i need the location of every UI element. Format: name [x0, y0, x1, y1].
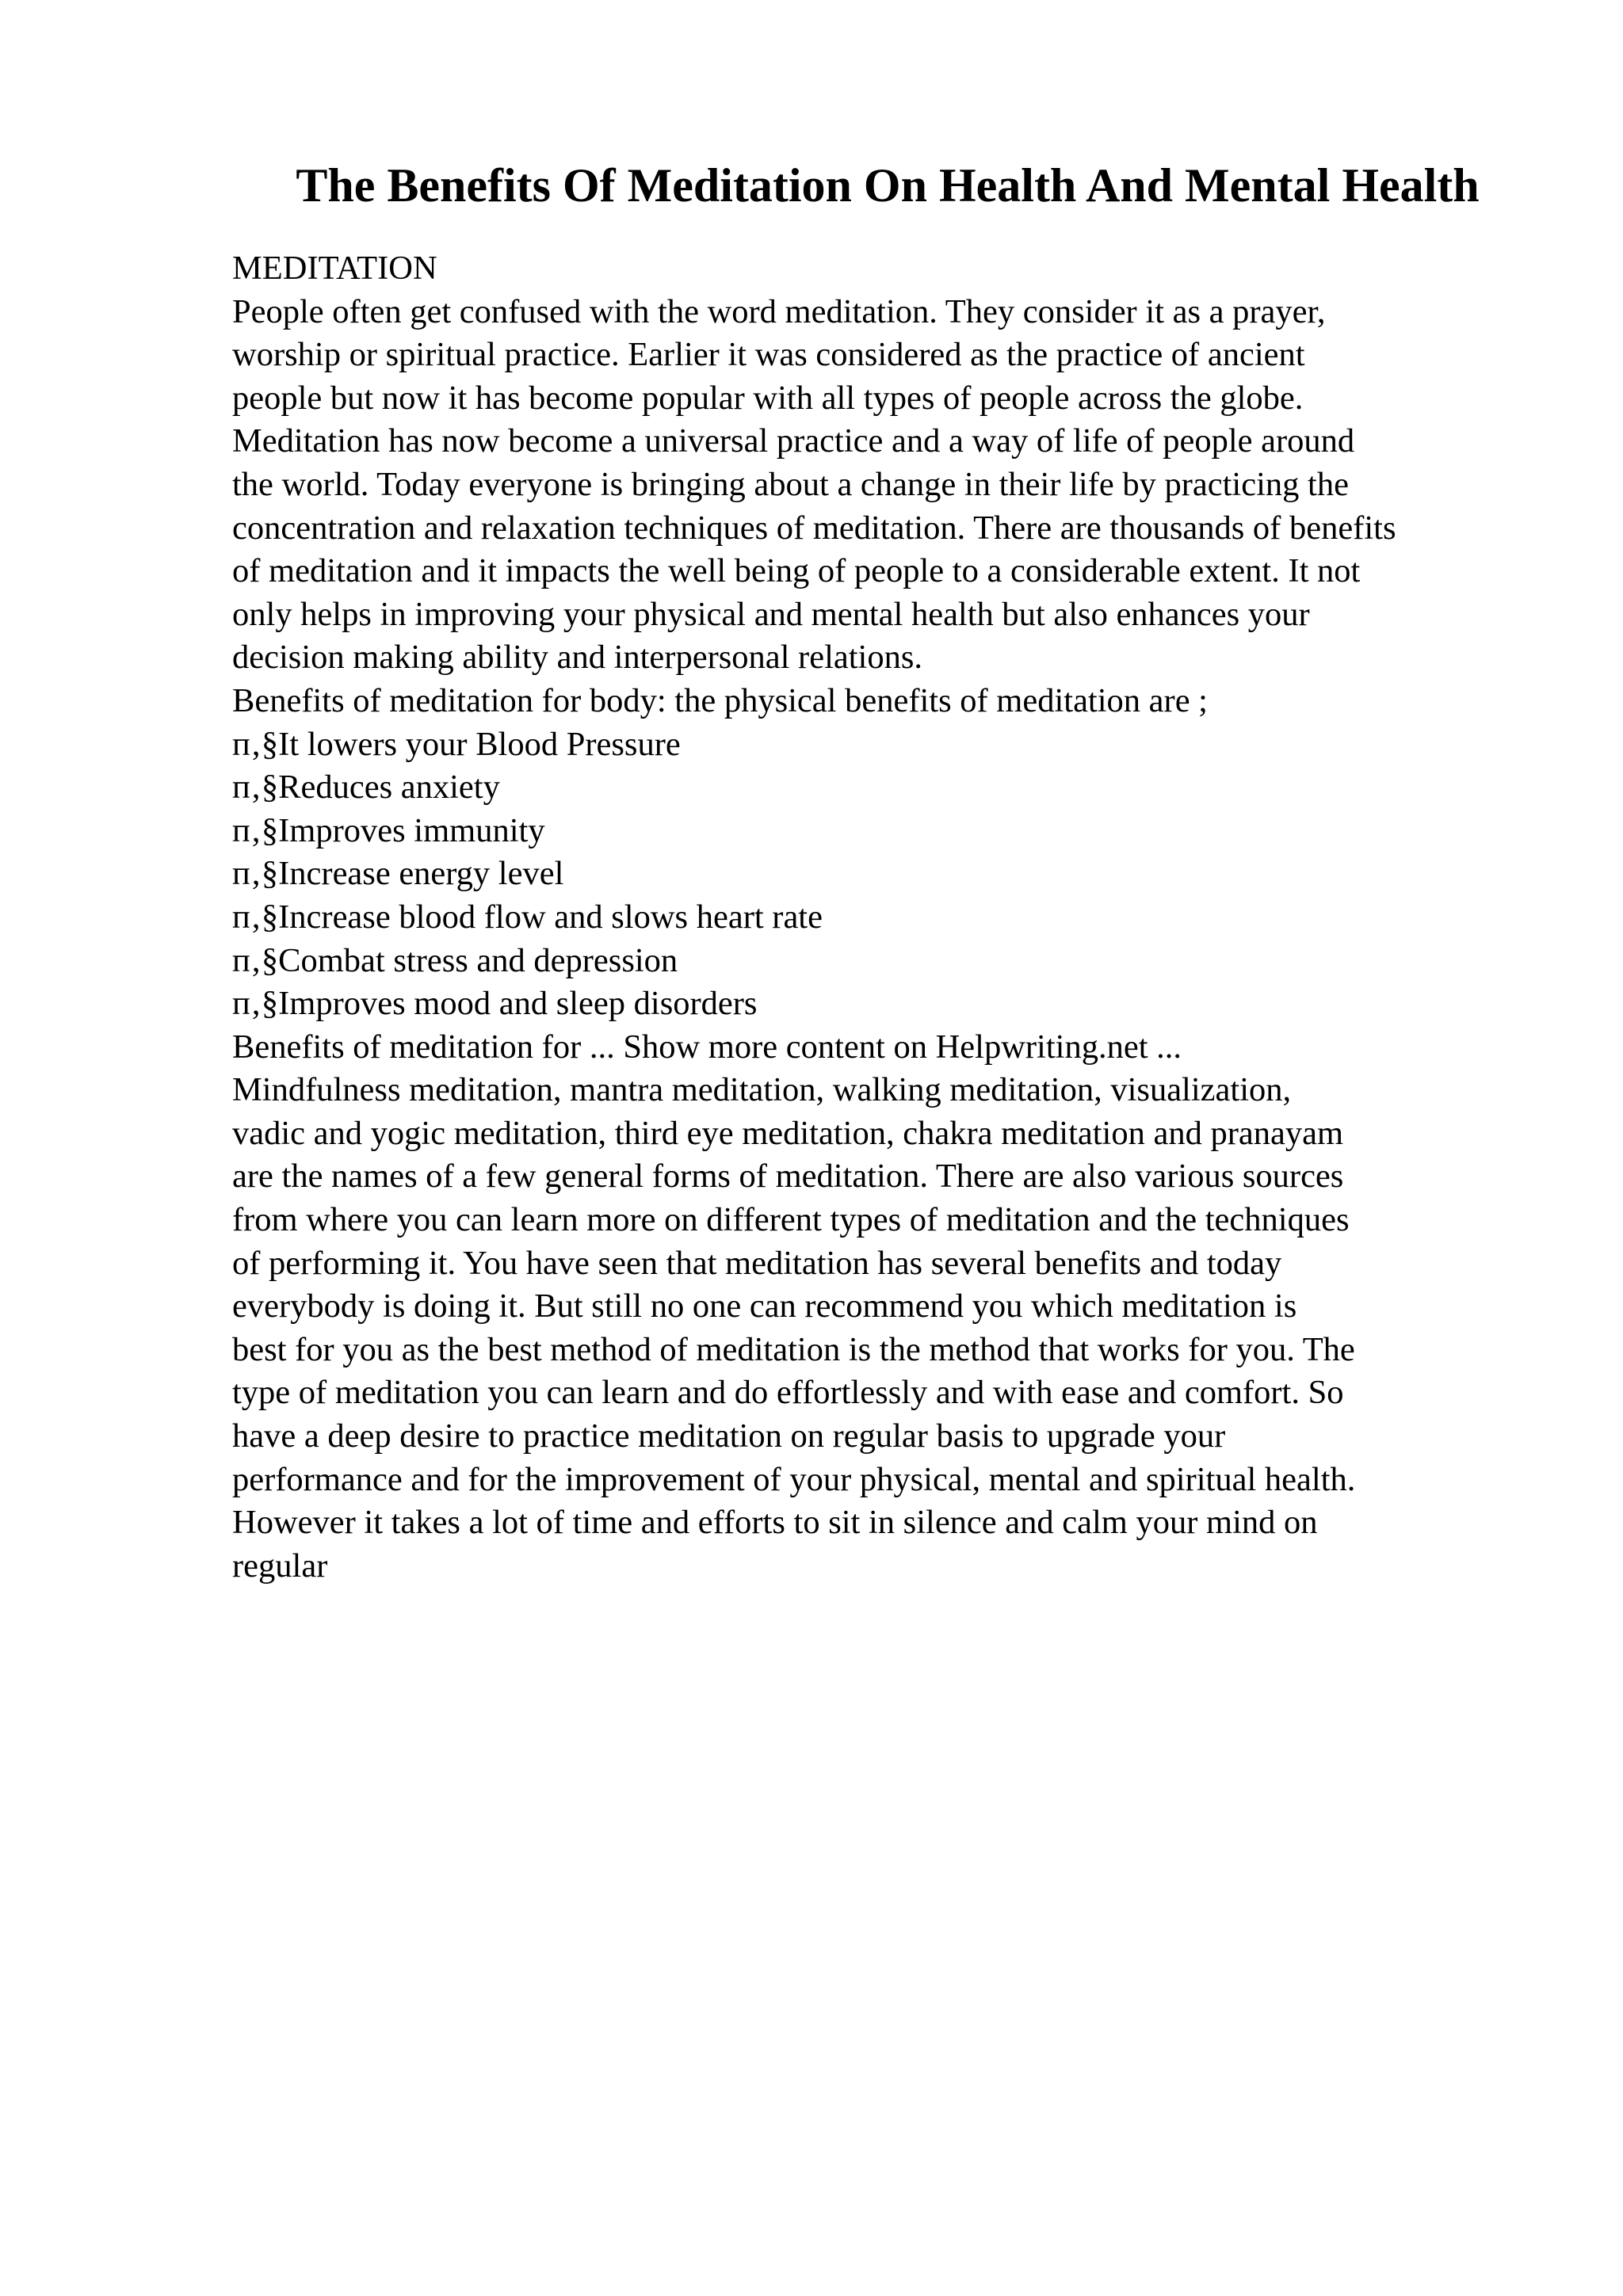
body-text-line: performance and for the improvement of your physical, mental and spiritual health. — [232, 1460, 1356, 1498]
list-item: п‚§Reduces anxiety — [232, 769, 500, 807]
body-text-line: are the names of a few general forms of meditation. There are also various sources — [232, 1158, 1344, 1196]
body-text-line: concentration and relaxation techniques of meditation. There are thousands of benefits — [232, 509, 1396, 547]
list-item: п‚§Improves mood and sleep disorders — [232, 985, 758, 1023]
list-item: п‚§It lowers your Blood Pressure — [232, 725, 681, 763]
body-text-line: Mindfulness meditation, mantra meditation, walking meditation, visualization, — [232, 1071, 1292, 1109]
body-text-line: best for you as the best method of meditation is the method that works for you. The — [232, 1330, 1355, 1368]
body-text-line: of performing it. You have seen that meditation has several benefits and today — [232, 1244, 1282, 1282]
list-item: п‚§Increase energy level — [232, 855, 564, 893]
body-text-line: from where you can learn more on different types of meditation and the techniques — [232, 1201, 1350, 1239]
body-text-line: worship or spiritual practice. Earlier it was considered as the practice of ancient — [232, 336, 1305, 374]
body-text-line: the world. Today everyone is bringing about a change in their life by practicing the — [232, 465, 1349, 503]
body-text-line: everybody is doing it. But still no one can recommend you which meditation is — [232, 1287, 1297, 1325]
body-text-line: have a deep desire to practice meditation on regular basis to upgrade your — [232, 1417, 1226, 1455]
body-text-line: of meditation and it impacts the well being of people to a considerable extent. It not — [232, 552, 1361, 590]
body-text-line: Benefits of meditation for ... Show more content on Helpwriting.net ... — [232, 1028, 1182, 1066]
body-text-line: type of meditation you can learn and do effortlessly and with ease and comfort. So — [232, 1374, 1344, 1412]
body-text-line: decision making ability and interpersonal relations. — [232, 639, 923, 677]
body-text-line: vadic and yogic meditation, third eye meditation, chakra meditation and pranayam — [232, 1114, 1344, 1152]
body-text-line: Meditation has now become a universal practice and a way of life of people around — [232, 422, 1355, 460]
document-body — [232, 247, 1611, 1588]
body-text-line: only helps in improving your physical and mental health but also enhances your — [232, 595, 1310, 633]
section-heading: MEDITATION — [232, 250, 437, 287]
list-item: п‚§Improves immunity — [232, 811, 545, 849]
body-text-line: However it takes a lot of time and efforts to sit in silence and calm your mind on — [232, 1504, 1318, 1542]
page-title: The Benefits Of Meditation On Health And Mental Health — [296, 159, 1480, 212]
body-text-line: people but now it has become popular with all types of people across the globe. — [232, 379, 1304, 417]
list-item: п‚§Combat stress and depression — [232, 941, 678, 979]
list-item: п‚§Increase blood flow and slows heart rate — [232, 898, 823, 936]
body-text-line: Benefits of meditation for body: the physical benefits of meditation are ; — [232, 681, 1208, 719]
body-text-line: regular — [232, 1547, 328, 1585]
body-text-line: People often get confused with the word meditation. They consider it as a prayer, — [232, 292, 1326, 330]
